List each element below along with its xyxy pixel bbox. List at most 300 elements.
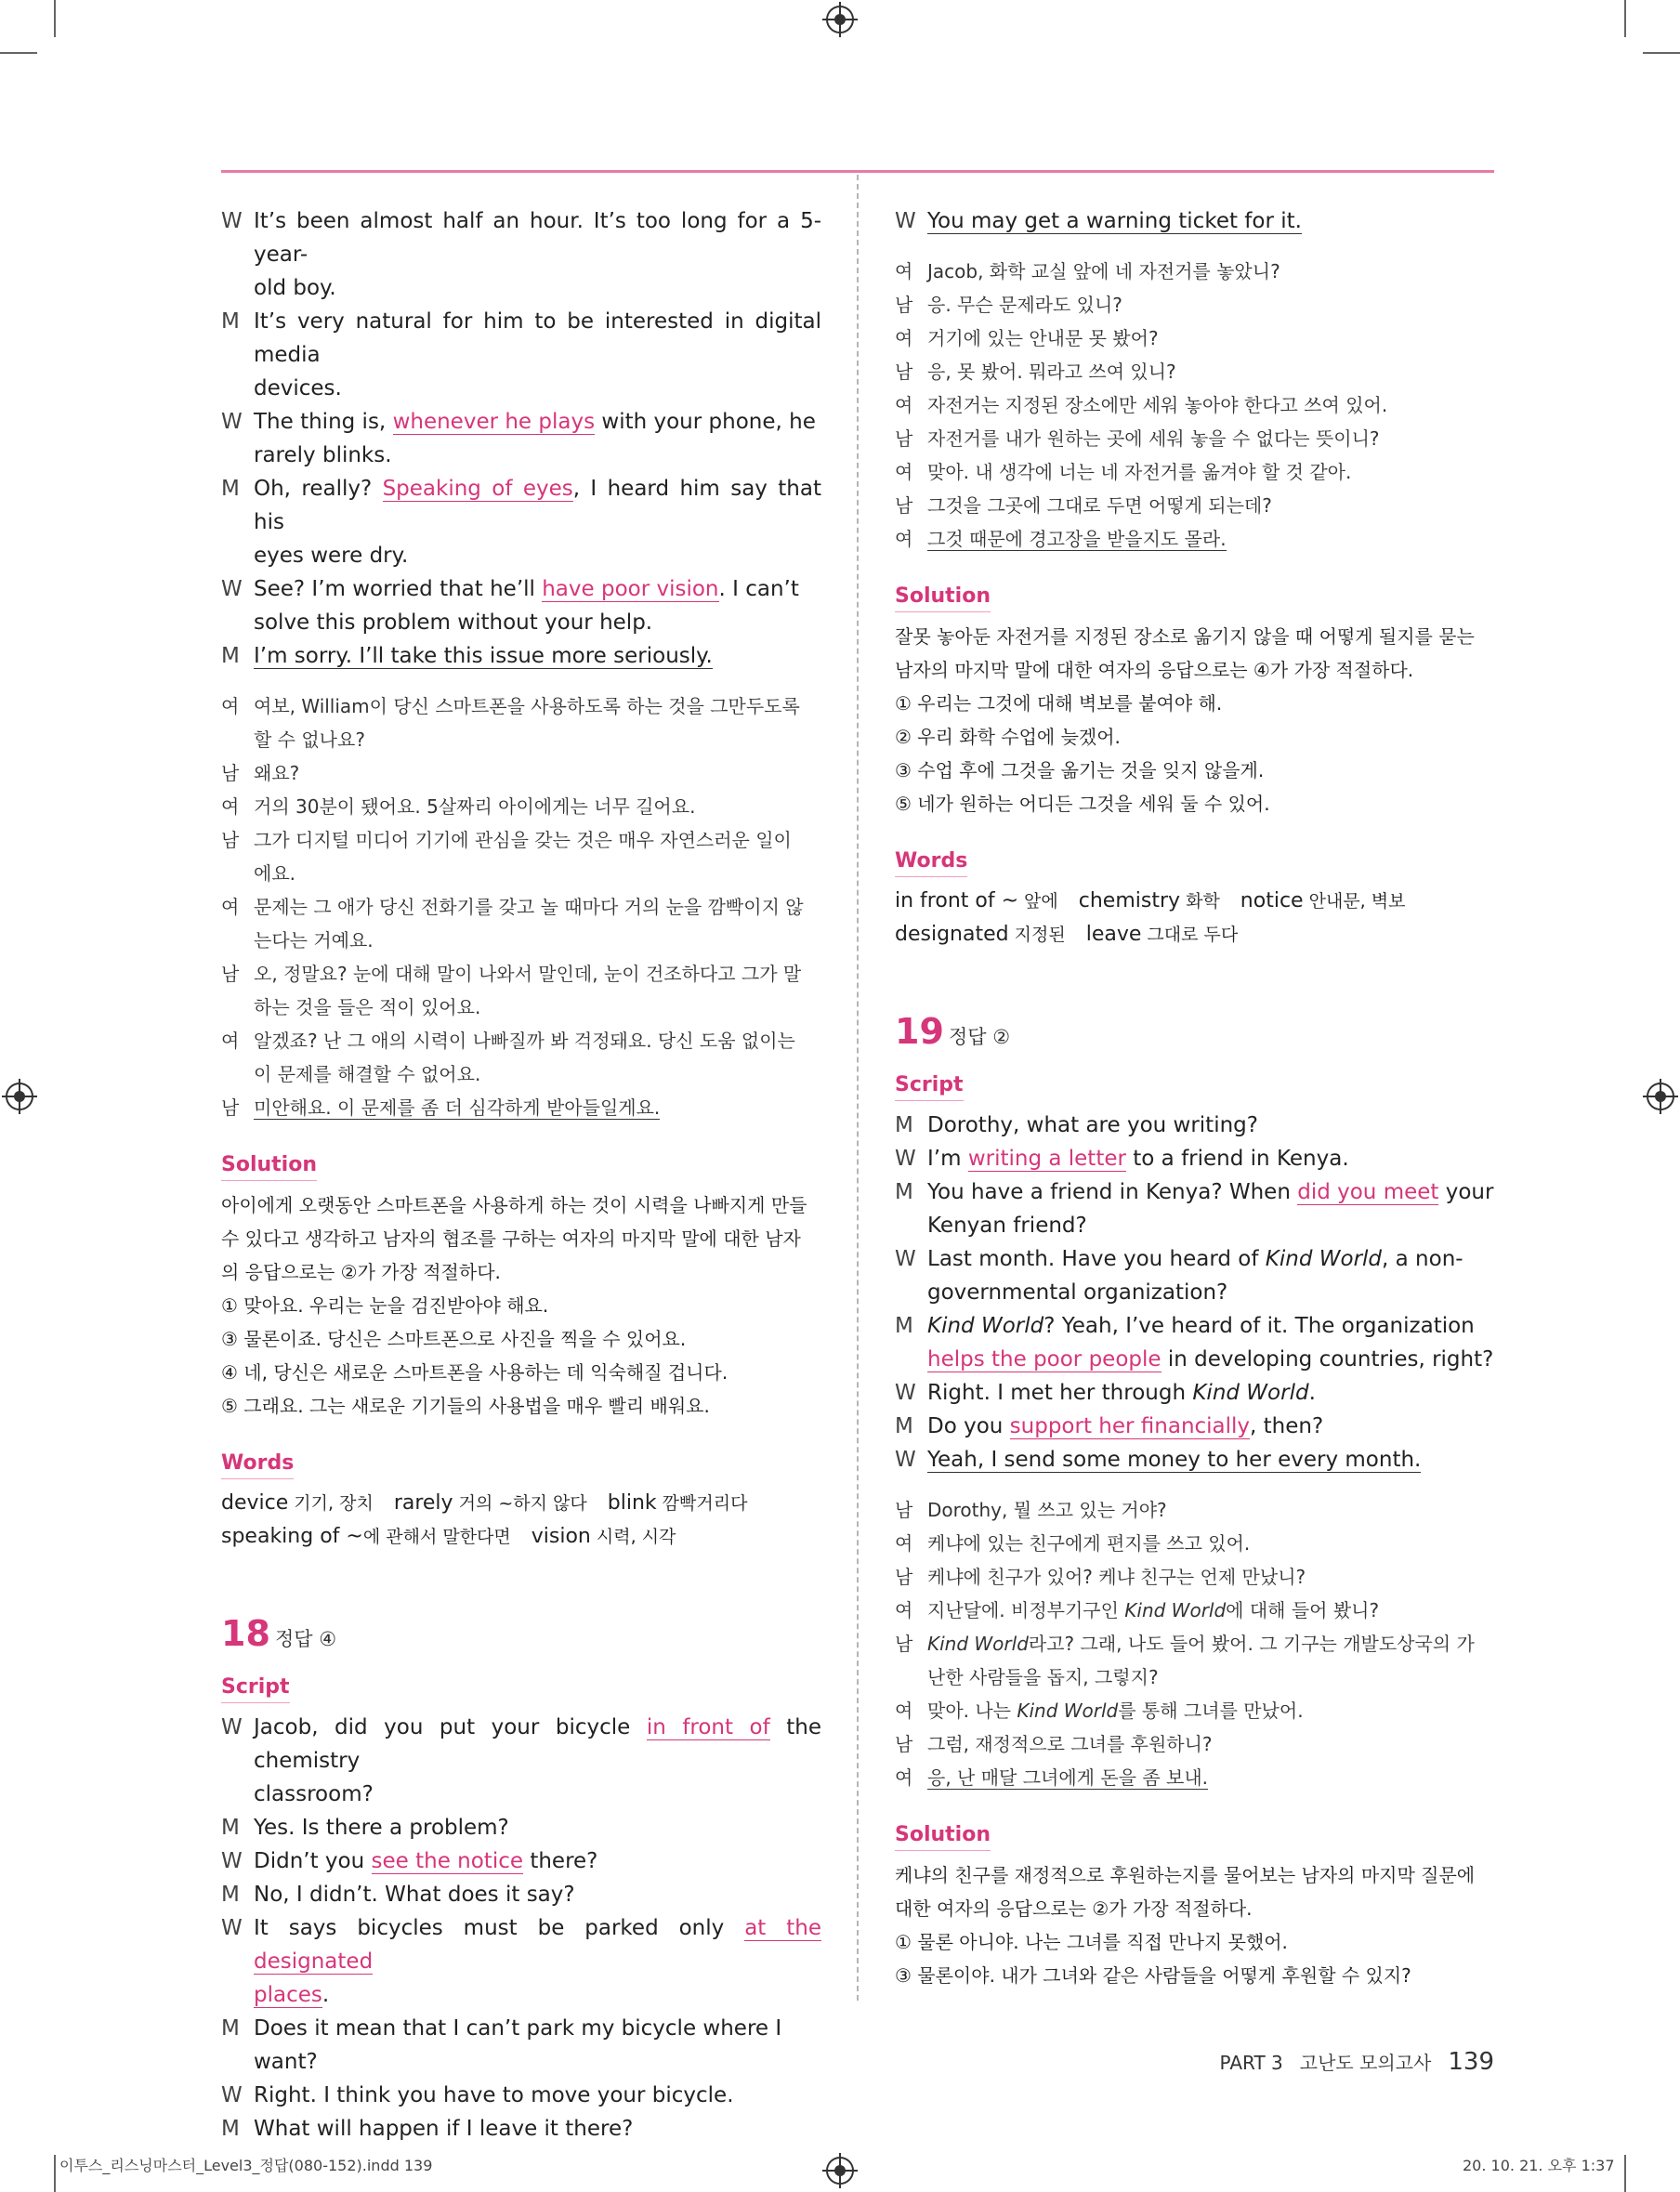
text-fragment: with your phone, he [595,410,816,434]
speaker-label [895,1276,927,1309]
line-text [927,1376,1495,1410]
line-text [927,355,1495,388]
dialogue-line [895,355,1495,388]
dialogue-line [221,1878,821,1911]
words-line [895,918,1495,952]
dialogue-line [895,1109,1495,1142]
line-text [254,723,821,756]
line-text [927,1410,1495,1443]
speaker-label [221,271,254,305]
footer-part: PART 3 [1219,2052,1283,2074]
dialogue-line [221,991,821,1024]
line-text [927,322,1495,355]
speaker-label: W [221,410,243,434]
word-meaning: 그대로 두다 [1141,925,1239,945]
speaker-label: M [221,644,240,668]
text-fragment: governmental organization? [927,1280,1228,1305]
dialogue-line [895,1209,1495,1242]
dialogue-line [895,1142,1495,1175]
word-english: notice [1240,889,1304,912]
text-fragment: Dorothy, what are you writing? [927,1113,1258,1137]
word-meaning: 깜빡거리다 [656,1493,748,1514]
speaker-label [221,1978,254,2012]
solution-line: ② 우리 화학 수업에 늦겠어. [895,726,1121,748]
italic-title: Kind World [927,1633,1029,1655]
text-fragment: It says bicycles must be parked only [254,1916,745,1940]
text-fragment: want? [254,2050,318,2074]
text-fragment: 라고? 그래, 나도 들어 봤어. 그 기구는 개발도상국의 가 [1028,1633,1475,1655]
highlighted-phrase: Speaking of eyes [382,477,573,501]
dialogue-line [221,472,821,539]
right-column [895,204,1495,1992]
line-text [927,1175,1495,1209]
speaker-label: M [221,477,240,501]
line-text [254,271,821,305]
solution-heading: Solution [895,1820,991,1851]
question-number: 19 [895,1011,944,1052]
dialogue-block [221,1711,821,2146]
dialogue-line [895,1527,1495,1560]
korean-dialogue-block [895,255,1495,556]
text-fragment: 하는 것을 들은 적이 있어요. [254,996,481,1018]
registration-mark-icon [1647,1083,1674,1110]
speaker-label: M [221,2016,240,2041]
text-fragment: 미안해요. 이 문제를 좀 더 심각하게 받아들일게요. [254,1096,661,1119]
dialogue-line [221,1711,821,1778]
text-fragment: It’s been almost half an hour. It’s too long for a 5-year- [254,209,821,267]
dialogue-line [895,1309,1495,1343]
speaker-label: W [895,1247,916,1271]
dialogue-line [895,1242,1495,1276]
line-text [927,1142,1495,1175]
crop-mark [54,2155,56,2192]
highlighted-phrase: did you meet [1297,1180,1439,1204]
answer-label: 정답 ② [949,1026,1011,1048]
italic-title: Kind World [927,1314,1044,1338]
speaker-label: M [221,1883,240,1907]
page-footer [1220,2048,1494,2076]
solution-line: 아이에게 오랫동안 스마트폰을 사용하게 하는 것이 시력을 나빠지게 만들 [221,1194,807,1216]
word-meaning: 지정된 [1008,925,1066,945]
word-english: speaking of ~ [221,1525,363,1548]
text-fragment: The thing is, [254,410,393,434]
solution-line: ③ 수업 후에 그것을 옮기는 것을 잊지 않을게. [895,759,1265,781]
speaker-label: 남 [895,427,913,450]
text-fragment: , I heard him say that his [254,477,821,534]
highlighted-phrase: at the designated [254,1916,821,1974]
speaker-label: 남 [221,1096,240,1119]
line-text [254,204,821,271]
line-text [927,288,1495,322]
text-fragment: there? [523,1849,598,1873]
crop-mark [0,52,37,54]
word-english: designated [895,923,1009,946]
dialogue-line [221,572,821,606]
speaker-label: M [895,1180,913,1204]
dialogue-line [221,1811,821,1844]
dialogue-line [895,422,1495,455]
italic-title: Kind World [1265,1247,1383,1271]
text-fragment: . [322,1983,330,2007]
line-text [254,2045,821,2079]
speaker-label: M [895,1113,913,1137]
speaker-label: 여 [221,896,240,918]
text-fragment: I’m sorry. I’ll take this issue more seriously. [254,644,713,668]
speaker-label [221,1057,254,1091]
speaker-label: W [221,209,243,233]
text-fragment: 왜요? [254,762,300,784]
text-fragment: Jacob, 화학 교실 앞에 네 자전거를 놓았니? [927,260,1280,282]
speaker-label: 여 [895,461,913,483]
line-text [254,689,821,723]
words-line [221,1487,821,1520]
text-fragment: 를 통해 그녀를 만났어. [1118,1700,1304,1722]
speaker-label: 여 [895,528,913,550]
text-fragment: It’s very natural for him to be interested in digital media [254,309,821,367]
line-text [927,1443,1495,1477]
solution-line: 의 응답으로는 ②가 가장 적절하다. [221,1261,501,1283]
word-english: blink [607,1491,657,1515]
highlighted-phrase: in front of [646,1715,770,1739]
text-fragment: , then? [1250,1414,1324,1438]
korean-dialogue-block [895,1493,1495,1794]
dialogue-block [895,204,1495,238]
speaker-label: W [895,1448,916,1472]
speaker-label: W [221,577,243,601]
line-text [927,1660,1495,1694]
dialogue-line [895,522,1495,556]
text-fragment: 문제는 그 애가 당신 전화기를 갖고 놀 때마다 거의 눈을 깜빡이지 않 [254,896,804,918]
text-fragment: 지난달에. 비정부기구인 [927,1599,1125,1621]
solution-line: ④ 네, 당신은 새로운 스마트폰을 사용하는 데 익숙해질 겁니다. [221,1361,728,1384]
text-fragment: the chemistry [254,1715,821,1773]
column-divider [857,175,859,2001]
speaker-label: 남 [895,1633,913,1655]
script-heading: Script [895,1070,964,1101]
line-text [254,2012,821,2045]
dialogue-line [895,1410,1495,1443]
text-fragment: to a friend in Kenya. [1125,1147,1349,1171]
words-heading: Words [221,1449,294,1479]
dialogue-line [221,2045,821,2079]
solution-line: 남자의 마지막 말에 대한 여자의 응답으로는 ④가 가장 적절하다. [895,659,1414,681]
speaker-label: 여 [895,1532,913,1555]
speaker-label: 남 [895,1566,913,1588]
solution-heading: Solution [895,582,991,612]
line-text [254,957,821,991]
line-text [254,439,821,472]
text-fragment: 케냐에 있는 친구에게 편지를 쓰고 있어. [927,1532,1251,1555]
line-text [927,388,1495,422]
line-text [254,1878,821,1911]
speaker-label: 남 [895,1499,913,1521]
line-text [254,857,821,890]
line-text [927,422,1495,455]
dialogue-line [221,1091,821,1124]
speaker-label [221,372,254,405]
solution-text [895,1858,1495,1992]
text-fragment: 는다는 거예요. [254,929,374,952]
text-fragment: 그럼, 재정적으로 그녀를 후원하니? [927,1733,1213,1755]
dialogue-line [221,1778,821,1811]
dialogue-line [221,405,821,439]
word-meaning: 에 관해서 말한다면 [362,1527,511,1547]
dialogue-line [895,388,1495,422]
text-fragment: classroom? [254,1782,374,1806]
dialogue-line [221,606,821,639]
page-number: 139 [1448,2048,1494,2076]
line-text [254,756,821,790]
words-list [221,1487,821,1554]
text-fragment: Oh, really? [254,477,383,501]
line-text [254,539,821,572]
left-column [221,204,821,2146]
speaker-label: W [221,1849,243,1873]
registration-mark-icon [826,2157,854,2185]
line-text [254,305,821,372]
line-text [927,1343,1495,1376]
line-text [254,606,821,639]
speaker-label [221,1778,254,1811]
dialogue-line [895,1694,1495,1727]
text-fragment: 자전거는 지정된 장소에만 세워 놓아야 한다고 쓰여 있어. [927,394,1388,416]
dialogue-line [895,322,1495,355]
crop-mark [1624,0,1626,37]
dialogue-line [221,539,821,572]
dialogue-line [221,1911,821,1978]
text-fragment: I’m [927,1147,968,1171]
speaker-label [895,1343,927,1376]
dialogue-line [895,1276,1495,1309]
line-text [927,1276,1495,1309]
dialogue-line [895,1493,1495,1527]
speaker-label: M [221,309,240,334]
dialogue-line [221,857,821,890]
dialogue-line [221,439,821,472]
text-fragment: Dorothy, 뭘 쓰고 있는 거야? [927,1499,1167,1521]
highlighted-phrase: whenever he plays [392,410,596,434]
solution-line: ① 우리는 그것에 대해 벽보를 붙여야 해. [895,692,1223,715]
speaker-label: W [221,2083,243,2107]
dialogue-line [895,255,1495,288]
solution-line: ③ 물론이죠. 당신은 스마트폰으로 사진을 찍을 수 있어요. [221,1328,687,1350]
text-fragment: You have a friend in Kenya? When [927,1180,1298,1204]
dialogue-line [895,1175,1495,1209]
speaker-label [895,1660,927,1694]
dialogue-block [221,204,821,673]
dialogue-line [221,1024,821,1057]
speaker-label: 남 [895,294,913,316]
speaker-label: 여 [221,1030,240,1052]
line-text [254,1024,821,1057]
dialogue-line [221,756,821,790]
speaker-label: 여 [221,695,240,717]
script-heading: Script [221,1673,290,1703]
text-fragment: See? I’m worried that he’ll [254,577,543,601]
word-english: in front of ~ [895,889,1019,912]
dialogue-line [221,790,821,823]
text-fragment: . I can’t [718,577,799,601]
word-english: vision [531,1525,591,1548]
word-english: leave [1085,923,1142,946]
text-fragment: 응. 무슨 문제라도 있니? [927,294,1122,316]
dialogue-line [895,288,1495,322]
solution-line: 수 있다고 생각하고 남자의 협조를 구하는 여자의 마지막 말에 대한 남자 [221,1227,801,1250]
speaker-label [221,924,254,957]
dialogue-line [895,1560,1495,1594]
text-fragment: What will happen if I leave it there? [254,2117,634,2141]
line-text [927,1242,1495,1276]
text-fragment: 거의 30분이 됐어요. 5살짜리 아이에게는 너무 길어요. [254,795,696,818]
text-fragment: 그가 디지털 미디어 기기에 관심을 갖는 것은 매우 자연스러운 일이 [254,829,792,851]
solution-line: 잘못 놓아둔 자전거를 지정된 장소로 옮기지 않을 때 어떻게 될지를 묻는 [895,625,1475,648]
line-text [254,823,821,857]
date-slug: 20. 10. 21. 오후 1:37 [1463,2157,1615,2174]
text-fragment: 응, 못 봤어. 뭐라고 쓰여 있니? [927,361,1176,383]
line-text [254,991,821,1024]
dialogue-line [895,1727,1495,1761]
line-text [254,639,821,673]
registration-mark-icon [6,1083,33,1110]
speaker-label: M [895,1414,913,1438]
text-fragment: 그것 때문에 경고장을 받을지도 몰라. [927,528,1227,550]
words-heading: Words [895,847,967,877]
line-text [927,1594,1495,1627]
solution-line: ① 맞아요. 우리는 눈을 검진받아야 해요. [221,1294,549,1317]
line-text [254,924,821,957]
dialogue-line [221,305,821,372]
speaker-label: 여 [895,327,913,349]
text-fragment: 거기에 있는 안내문 못 봤어? [927,327,1159,349]
text-fragment: Does it mean that I can’t park my bicycle where I [254,2016,782,2041]
text-fragment: 그것을 그곳에 그대로 두면 어떻게 되는데? [927,494,1272,517]
speaker-label [221,723,254,756]
italic-title: Kind World [1124,1599,1227,1621]
speaker-label [221,606,254,639]
speaker-label: 여 [895,1700,913,1722]
text-fragment: Right. I met her through [927,1381,1193,1405]
dialogue-line [221,372,821,405]
korean-dialogue-block [221,689,821,1124]
text-fragment: 알겠죠? 난 그 애의 시력이 나빠질까 봐 걱정돼요. 당신 도움 없이는 [254,1030,795,1052]
footer-section: 고난도 모의고사 [1299,2052,1432,2074]
question-header [221,1613,821,1654]
speaker-label [221,539,254,572]
speaker-label [221,991,254,1024]
text-fragment: , a non- [1382,1247,1463,1271]
line-text [254,472,821,539]
dialogue-line [221,1844,821,1878]
text-fragment: 할 수 없나요? [254,728,365,751]
dialogue-line [221,2112,821,2146]
text-fragment: Do you [927,1414,1010,1438]
text-fragment: Jacob, did you put your bicycle [254,1715,647,1739]
word-meaning: 앞에 [1018,891,1058,912]
dialogue-line [221,924,821,957]
solution-line: ⑤ 그래요. 그는 새로운 기기들의 사용법을 매우 빨리 배워요. [221,1395,710,1417]
highlighted-phrase: see the notice [371,1849,524,1873]
line-text [254,1911,821,1978]
line-text [927,1727,1495,1761]
dialogue-line [221,723,821,756]
line-text [254,405,821,439]
dialogue-line [221,271,821,305]
dialogue-line [895,1343,1495,1376]
line-text [254,890,821,924]
text-fragment: Right. I think you have to move your bicycle. [254,2083,734,2107]
word-english: chemistry [1078,889,1181,912]
line-text [927,1560,1495,1594]
speaker-label: W [221,1715,243,1739]
line-text [254,1711,821,1778]
speaker-label: M [895,1314,913,1338]
text-fragment: . [1308,1381,1316,1405]
text-fragment: 응, 난 매달 그녀에게 돈을 좀 보내. [927,1766,1209,1789]
speaker-label: W [895,1381,916,1405]
italic-title: Kind World [1017,1700,1119,1722]
dialogue-line [221,890,821,924]
line-text [927,489,1495,522]
line-text [254,790,821,823]
solution-text [221,1188,821,1423]
speaker-label: 여 [895,1599,913,1621]
text-fragment: 맞아. 나는 [927,1700,1017,1722]
speaker-label: 여 [895,1766,913,1789]
line-text [927,1761,1495,1794]
solution-heading: Solution [221,1150,317,1181]
dialogue-line [895,489,1495,522]
dialogue-line [221,2079,821,2112]
dialogue-line [895,204,1495,238]
text-fragment: old boy. [254,276,336,300]
line-text [927,522,1495,556]
file-slug: 이투스_리스닝마스터_Level3_정답(080-152).indd 139 [59,2157,433,2174]
header-rule [221,170,1494,173]
word-meaning: 시력, 시각 [590,1527,676,1547]
solution-text [895,620,1495,820]
speaker-label [221,439,254,472]
solution-line: ① 물론 아니야. 나는 그녀를 직접 만나지 못했어. [895,1931,1288,1953]
solution-line: 대한 여자의 응답으로는 ②가 가장 적절하다. [895,1897,1253,1920]
line-text [927,1109,1495,1142]
crop-mark [1643,52,1680,54]
line-text [254,1844,821,1878]
speaker-label: W [895,1147,916,1171]
text-fragment: Yeah, I send some money to her every month. [927,1448,1422,1472]
highlighted-phrase: helps the poor people [927,1347,1162,1372]
line-text [254,1778,821,1811]
word-english: device [221,1491,289,1515]
word-english: rarely [393,1491,453,1515]
solution-line: 케냐의 친구를 재정적으로 후원하는지를 물어보는 남자의 마지막 질문에 [895,1864,1476,1886]
speaker-label [221,2045,254,2079]
speaker-label: M [221,2117,240,2141]
dialogue-line [221,689,821,723]
text-fragment: ? Yeah, I’ve heard of it. The organization [1043,1314,1475,1338]
speaker-label [221,857,254,890]
line-text [927,204,1495,238]
speaker-label: 남 [895,361,913,383]
line-text [254,2079,821,2112]
question-header [895,1011,1495,1052]
dialogue-line [895,1627,1495,1660]
word-meaning: 기기, 장치 [288,1493,374,1514]
text-fragment: solve this problem without your help. [254,610,653,635]
line-text [927,455,1495,489]
speaker-label: W [221,1916,243,1940]
line-text [927,1694,1495,1727]
speaker-label: 남 [221,963,240,985]
